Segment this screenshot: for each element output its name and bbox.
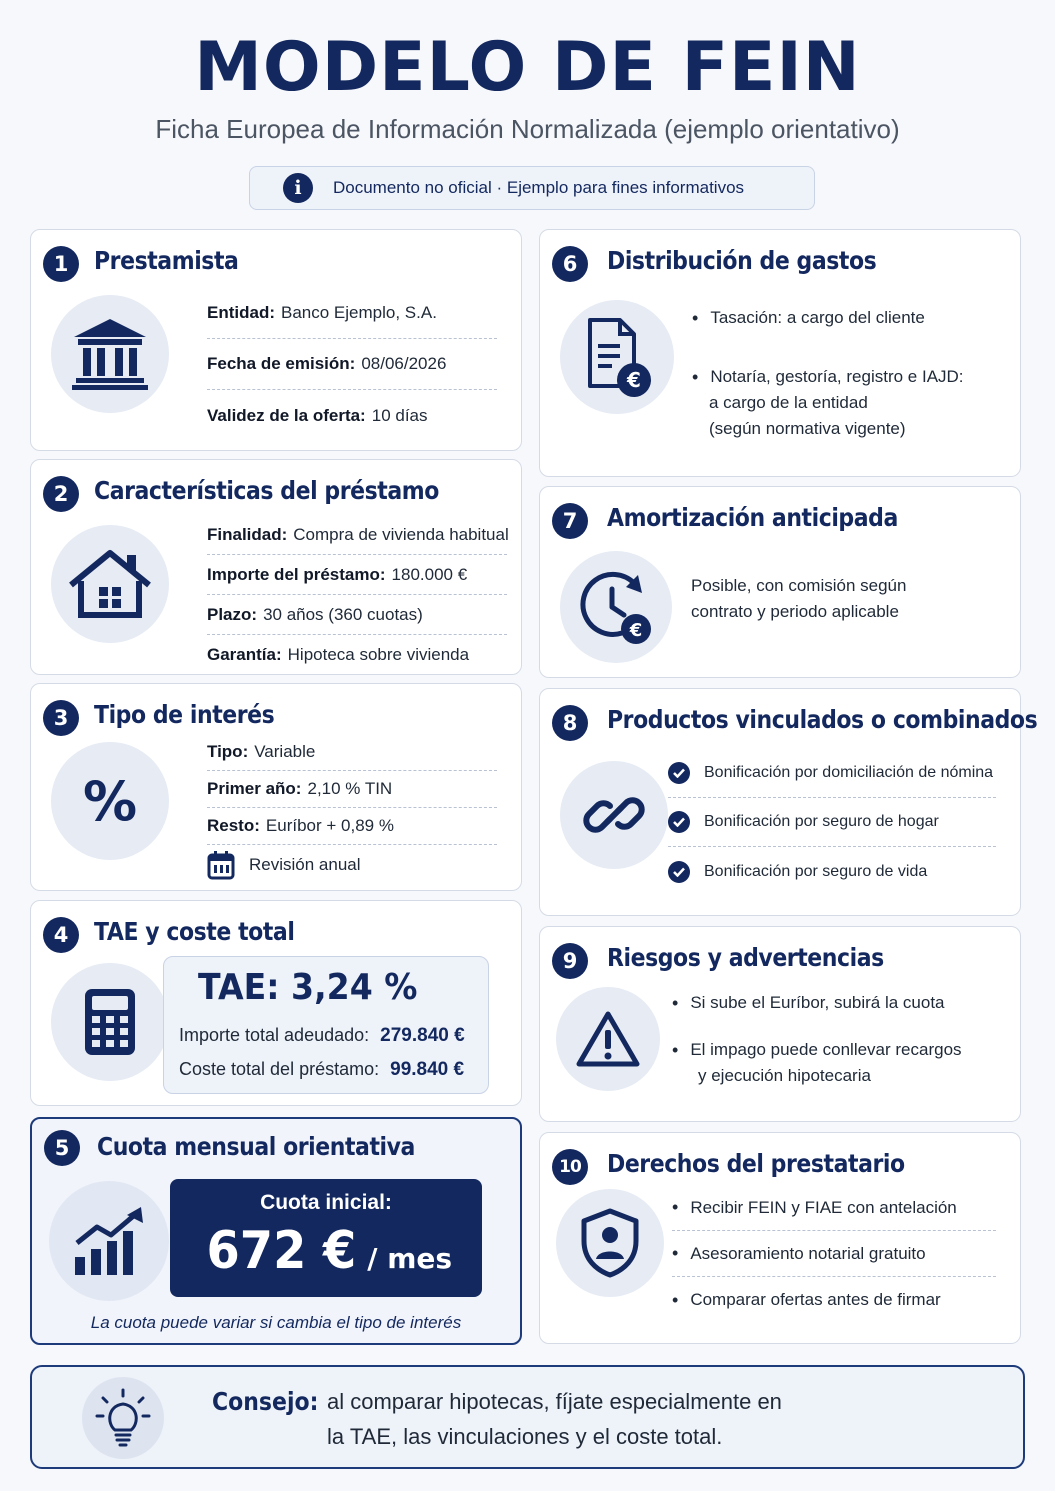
chart-growth-icon [49, 1181, 169, 1301]
page-subtitle: Ficha Europea de Información Normalizada (ejemplo orientativo) [155, 114, 900, 144]
list-item: • Comparar ofertas antes de firmar [672, 1277, 996, 1323]
tip-line-1: al comparar hipotecas, fíjate especialmente en [327, 1389, 782, 1414]
cuota-unit: / mes [367, 1242, 453, 1275]
section-gastos [539, 229, 1021, 477]
svg-text:€: € [629, 620, 643, 641]
cuota-box [170, 1179, 482, 1297]
gastos-list [692, 302, 996, 346]
riesgos-list [672, 989, 996, 1029]
detail-row: Primer año: 2,10 % TIN [207, 771, 497, 808]
section-number: 3 [43, 700, 79, 736]
total-label: Importe total adeudado: [179, 1025, 370, 1045]
section-title: Derechos del prestatario [607, 1149, 905, 1178]
section-title: Prestamista [94, 246, 239, 275]
section-title: Productos vinculados o combinados [607, 705, 1038, 734]
list-item: Bonificación por seguro de hogar [668, 798, 996, 847]
svg-text:€: € [627, 368, 641, 392]
section-amortizacion [539, 486, 1021, 678]
section-title: Cuota mensual orientativa [97, 1132, 415, 1161]
link-icon [560, 761, 668, 869]
section-productos [539, 688, 1038, 916]
calendar-icon [207, 850, 235, 880]
section-number: 2 [43, 476, 79, 512]
section-prestamista [30, 229, 522, 451]
section-number: 4 [43, 917, 79, 953]
section-number: 1 [43, 246, 79, 282]
tip-label: Consejo: [212, 1387, 319, 1416]
list-item: • Recibir FEIN y FIAE con antelación [672, 1185, 996, 1231]
check-icon [668, 811, 690, 833]
section-number: 5 [44, 1130, 80, 1166]
interes-details [207, 734, 497, 845]
cuota-label: Cuota inicial: [260, 1191, 392, 1214]
section-title: Amortización anticipada [607, 503, 898, 532]
revision-text: Revisión anual [249, 855, 361, 874]
document-euro-icon [560, 300, 674, 414]
section-number: 10 [552, 1149, 588, 1185]
section-number: 8 [552, 705, 588, 741]
prestamista-details [207, 288, 497, 441]
detail-row: Fecha de emisión: 08/06/2026 [207, 339, 497, 390]
notice-banner [249, 166, 815, 210]
detail-row: Garantía: Hipoteca sobre vivienda [207, 645, 470, 664]
list-item: • Asesoramiento notarial gratuito [672, 1231, 996, 1277]
prestamo-details [207, 515, 507, 675]
total-value: 279.840 € [380, 1025, 465, 1046]
list-item: Bonificación por domiciliación de nómina [668, 749, 996, 798]
list-item: Bonificación por seguro de vida [668, 847, 996, 896]
list-item-cont: (según normativa vigente) [709, 419, 906, 438]
section-tipo-interes [30, 683, 522, 891]
section-number: 9 [552, 943, 588, 979]
lightbulb-icon [82, 1377, 164, 1459]
amortizacion-text: Posible, con comisión según contrato y periodo aplicable [691, 576, 907, 621]
section-title: Riesgos y advertencias [607, 943, 884, 972]
section-cuota [30, 1117, 522, 1345]
cost-row [179, 1059, 464, 1081]
percent-icon: % [51, 742, 169, 860]
detail-row: Importe del préstamo: 180.000 € [207, 555, 507, 595]
clock-euro-icon [560, 551, 672, 663]
tip-banner [30, 1365, 1025, 1469]
page-title: MODELO DE FEIN [194, 28, 861, 107]
derechos-list [672, 1185, 996, 1323]
list-item: • Tasación: a cargo del cliente [692, 302, 996, 346]
detail-row: Entidad: Banco Ejemplo, S.A. [207, 288, 497, 339]
tae-value: TAE: 3,24 % [198, 967, 418, 1008]
detail-row: Plazo: 30 años (360 cuotas) [207, 595, 507, 635]
calculator-icon [51, 963, 169, 1081]
section-title: Características del préstamo [94, 476, 439, 505]
detail-row: Validez de la oferta: 10 días [207, 405, 428, 425]
tae-box [163, 956, 489, 1094]
section-number: 6 [552, 246, 588, 282]
section-tae [30, 900, 522, 1106]
warning-icon [556, 987, 660, 1091]
list-item-cont: y ejecución hipotecaria [698, 1066, 871, 1085]
detail-row: Resto: Euríbor + 0,89 % [207, 808, 497, 845]
total-row [179, 1025, 465, 1047]
section-title: Tipo de interés [94, 700, 275, 729]
tip-line-2: la TAE, las vinculaciones y el coste total. [327, 1424, 723, 1449]
productos-list [668, 749, 996, 896]
list-item: • Notaría, gestoría, registro e IAJD: [692, 367, 964, 387]
section-caracteristicas [30, 459, 522, 675]
check-icon [668, 762, 690, 784]
shield-user-icon [556, 1189, 664, 1297]
riesgos-item-2 [672, 1037, 962, 1089]
section-derechos [539, 1132, 1021, 1344]
revision-row [207, 850, 361, 880]
house-icon [51, 525, 169, 643]
info-icon: i [283, 173, 313, 203]
cuota-amount: 672 € [206, 1221, 357, 1281]
cuota-amount-row [170, 1221, 482, 1281]
section-title: TAE y coste total [94, 917, 295, 946]
list-item: • El impago puede conllevar recargos [672, 1040, 962, 1060]
detail-row: Tipo: Variable [207, 734, 497, 771]
cost-value: 99.840 € [390, 1059, 465, 1080]
gastos-item-2 [692, 364, 964, 442]
list-item: • Si sube el Euríbor, subirá la cuota [672, 989, 996, 1029]
cost-label: Coste total del préstamo: [179, 1059, 380, 1079]
cuota-note: La cuota puede variar si cambia el tipo de interés [90, 1313, 462, 1332]
section-number: 7 [552, 503, 588, 539]
bank-icon [51, 295, 169, 413]
section-riesgos [539, 926, 1021, 1122]
section-title: Distribución de gastos [607, 246, 877, 275]
detail-row: Finalidad: Compra de vivienda habitual [207, 515, 507, 555]
list-item-cont: a cargo de la entidad [709, 393, 868, 412]
notice-text: Documento no oficial · Ejemplo para fines informativos [333, 178, 745, 197]
check-icon [668, 861, 690, 883]
